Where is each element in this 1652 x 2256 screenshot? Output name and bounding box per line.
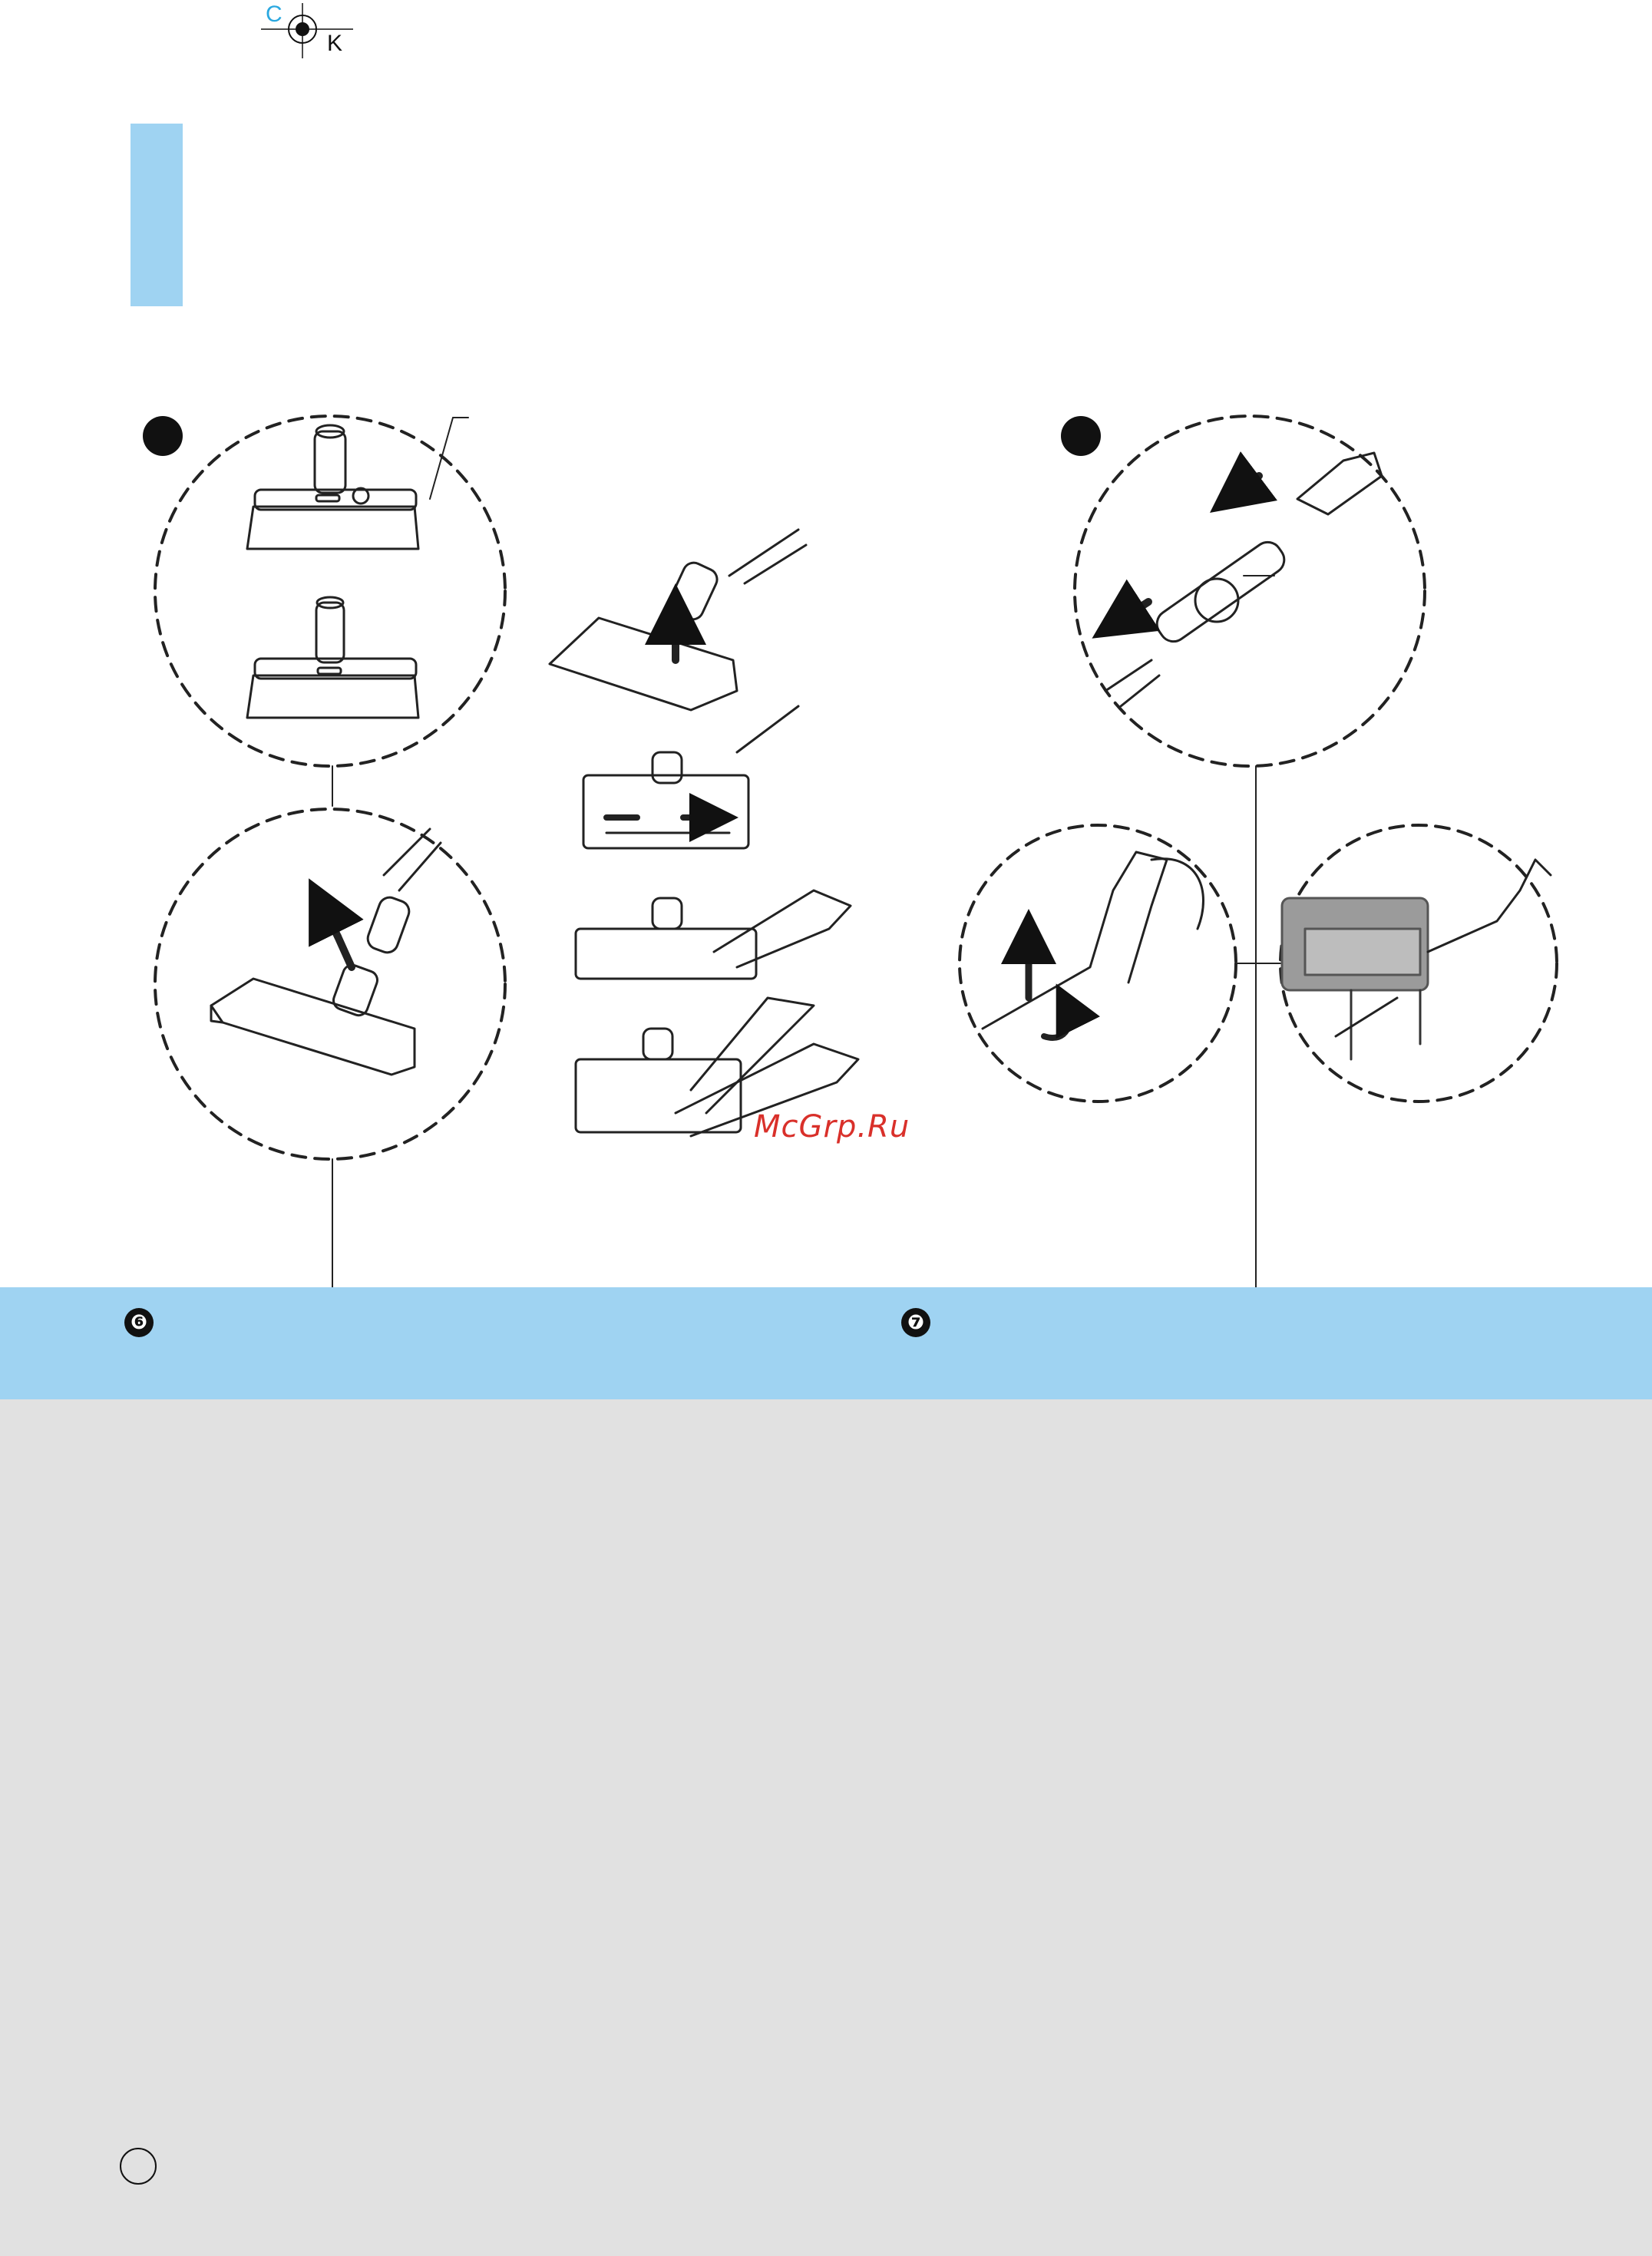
step-6-marker: ❻ (124, 1308, 154, 1337)
instruction-band (0, 1287, 1652, 1399)
power-nozzle-figure (143, 416, 858, 1290)
section-tab (131, 124, 183, 306)
illustration-area (0, 399, 1652, 1290)
watermark: McGrp.Ru (754, 1109, 910, 1145)
registration-mark (253, 0, 361, 61)
hose-handle-figure (960, 416, 1557, 1290)
step-bullet-right (1061, 416, 1101, 456)
registration-k-label: K (327, 31, 343, 56)
page-number-circle (120, 2148, 157, 2185)
registration-c-label: C (266, 2, 282, 27)
step-bullet-left (143, 416, 183, 456)
step-7-marker: ❼ (901, 1308, 930, 1337)
text-panel (0, 1399, 1652, 2256)
